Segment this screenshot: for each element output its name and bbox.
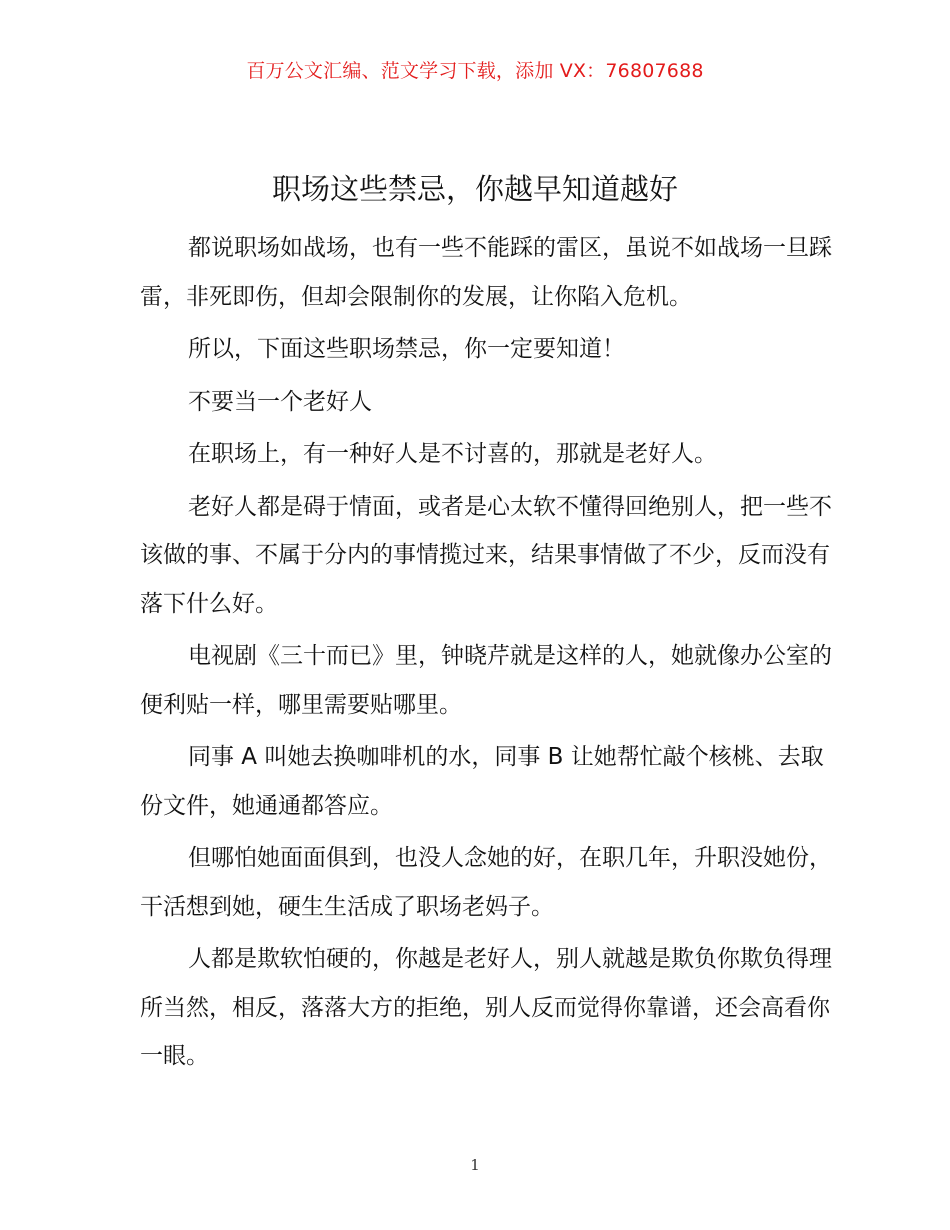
paragraph: 人都是欺软怕硬的，你越是老好人，别人就越是欺负你欺负得理所当然，相反，落落大方的拒绝，别人反而觉得你靠谱，还会高看你一眼。: [140, 946, 832, 1069]
paragraph: 但哪怕她面面俱到，也没人念她的好，在职几年，升职没她份，干活想到她，硬生生活成了职场老妈子。: [140, 845, 832, 920]
paragraph: 电视剧《三十而已》里，钟晓芹就是这样的人，她就像办公室的便利贴一样，哪里需要贴哪里。: [140, 643, 832, 718]
paragraph: 在职场上，有一种好人是不讨喜的，那就是老好人。: [188, 441, 717, 467]
paragraph: 老好人都是碍于情面，或者是心太软不懂得回绝别人，把一些不该做的事、不属于分内的事情揽过来，结果事情做了不少，反而没有落下什么好。: [140, 493, 832, 617]
paragraph: 所以，下面这些职场禁忌，你一定要知道！: [188, 336, 625, 362]
section-heading: 不要当一个老好人: [188, 388, 372, 415]
page-number: 1: [470, 1156, 480, 1174]
paragraph: 同事 A 叫她去换咖啡机的水，同事 B 让她帮忙敲个核桃、去取份文件，她通通都答应。: [140, 744, 824, 819]
document-body: [140, 224, 836, 1085]
paragraph: 都说职场如战场，也有一些不能踩的雷区，虽说不如战场一旦踩雷，非死即伤，但却会限制你的发展，让你陷入危机。: [140, 235, 832, 310]
watermark-header: 百万公文汇编、范文学习下载，添加 VX：76807688: [246, 60, 704, 82]
document-title: 职场这些禁忌，你越早知道越好: [271, 172, 678, 206]
